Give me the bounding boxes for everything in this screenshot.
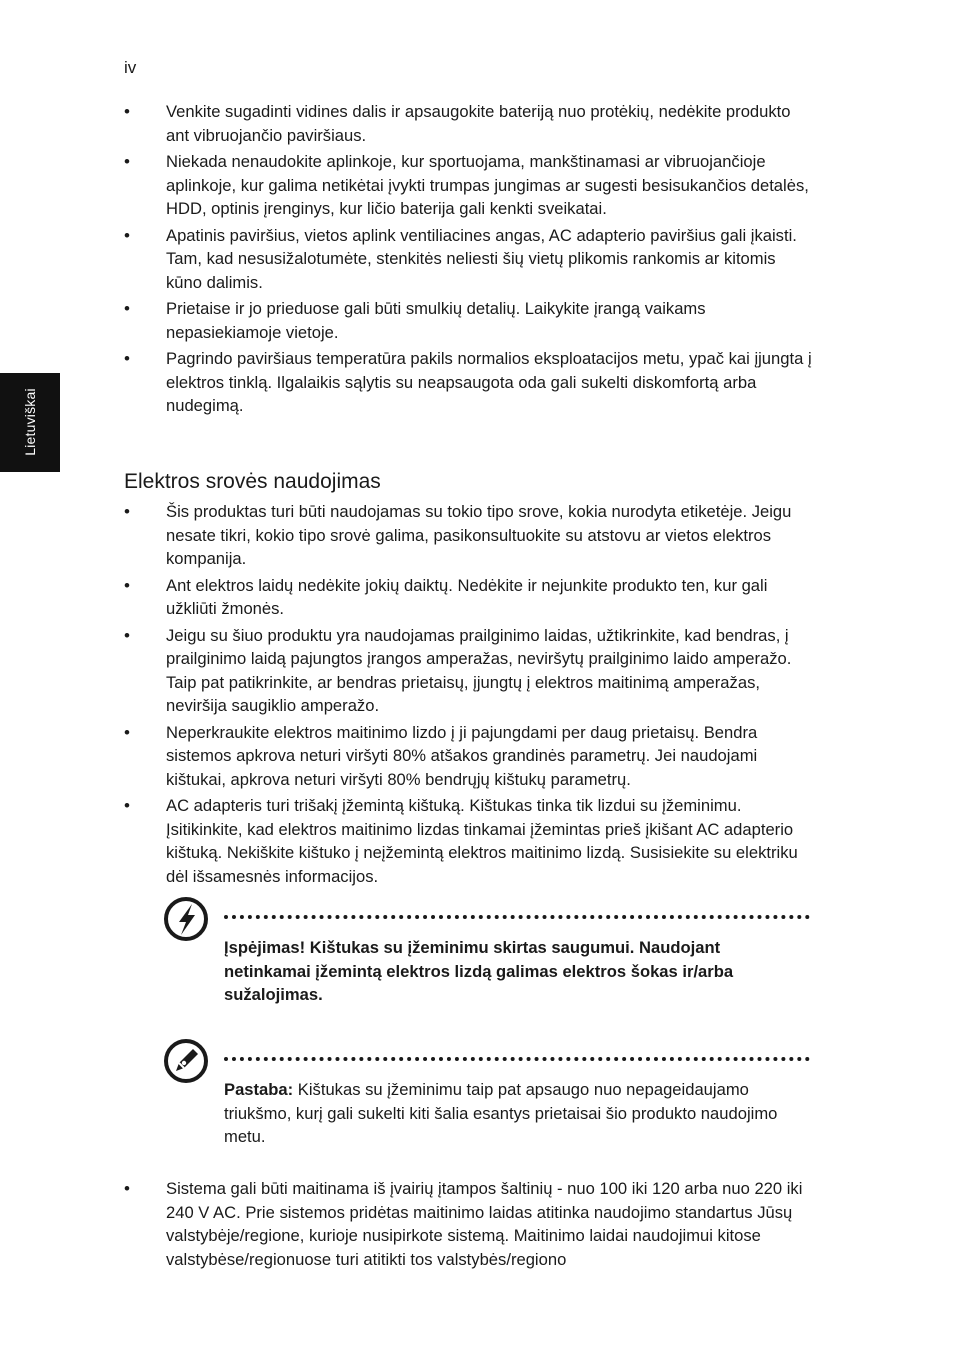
- bullet-icon: •: [124, 349, 130, 368]
- list-item-text: Sistema gali būti maitinama iš įvairių įtampos šaltinių - nuo 100 iki 120 arba nuo 220 iki 240 V AC. Prie sistemos pridėtas maitinimo laidas atitinka naudojimo standartus Jūsų valstybėje/regione, kurioje nusipirkote sistemą. Maitinimo laidai naudojimui kitose valstybėse/regionuose turi atitikti tos valstybės/regiono: [166, 1179, 803, 1269]
- lightning-warning-icon: [162, 895, 210, 943]
- bullet-icon: •: [124, 225, 130, 245]
- list-item-text: Apatinis paviršius, vietos aplink ventiliacines angas, AC adapterio paviršius gali įkaisti. Tam, kad nesusižalotumėte, stenkitės neliesti šių vietų plikomis rankomis ar kitomis kūno dalimis.: [166, 225, 797, 292]
- list-item: [124, 1177, 814, 1271]
- bullet-icon: •: [124, 625, 130, 645]
- note-body: Kištukas su įžeminimu taip pat apsaugo nuo nepageidaujamo triukšmo, kurį gali sukelti kiti šalia esantys prietaisai šio produkto naudojimo metu.: [224, 1080, 778, 1146]
- list-item: [124, 721, 814, 792]
- safety-bullet-list: [124, 100, 814, 421]
- list-item: [124, 100, 814, 147]
- page-number: iv: [124, 58, 137, 77]
- list-item: [124, 347, 814, 418]
- list-item: [124, 794, 814, 888]
- list-item-text: Jeigu su šiuo produktu yra naudojamas prailginimo laidas, užtikrinkite, kad bendras, į prailginimo laidą pajungtos įrangos amperažas, neviršytų prailginimo laido amperažo. Taip pat patikrinkite, ar bendras prietaisų, įjungtų į elektros maitinimą amperažas, neviršija saugiklio amperažo.: [166, 625, 792, 715]
- dotted-divider: [224, 1057, 810, 1061]
- list-item: [124, 574, 814, 621]
- note-pen-icon: [162, 1037, 210, 1085]
- bullet-icon: •: [124, 722, 130, 742]
- bullet-icon: •: [124, 502, 130, 521]
- list-item-text: Prietaise ir jo prieduose gali būti smulkių detalių. Laikykite įrangą vaikams nepasiekiamoje vietoje.: [166, 299, 706, 342]
- warning-notice: [162, 895, 812, 1015]
- language-side-tab-label: Lietuviškai: [22, 388, 38, 456]
- section-heading: Elektros srovės naudojimas: [124, 470, 381, 493]
- list-item-text: Pagrindo paviršiaus temperatūra pakils normalios eksploatacijos metu, ypač kai įjungta į elektros tinklą. Ilgalaikis sąlytis su neapsaugota oda gali sukelti diskomfortą arba nudegimą.: [166, 349, 812, 415]
- dotted-divider: [224, 915, 810, 919]
- list-item: [124, 297, 814, 344]
- list-item-text: Neperkraukite elektros maitinimo lizdo į ji pajungdami per daug prietaisų. Bendra sistemos apkrova neturi viršyti 80% atšakos grandinės parametrų. Jei naudojami kištukai, apkrova neturi viršyti 80% bendrųjų kištukų parametrų.: [166, 722, 758, 789]
- list-item-text: Ant elektros laidų nedėkite jokių daiktų. Nedėkite ir nejunkite produkto ten, kur gali užkliūti žmonės.: [166, 575, 768, 618]
- list-item-text: Niekada nenaudokite aplinkoje, kur sportuojama, mankštinamasi ar vibruojančioje aplinkoje, kur galima netikėtai įvykti trumpas jungimas ar sugesti besisukančios detalės, HDD, optinis įrenginys, kur ličio baterija gali kenkti sveikatai.: [166, 152, 809, 218]
- note-label: Pastaba:: [224, 1080, 294, 1099]
- list-item: [124, 624, 814, 718]
- warning-text: Įspėjimas! Kištukas su įžeminimu skirtas saugumui. Naudojant netinkamai įžemintą elektros lizdą galimas elektros šokas ir/arba sužalojimas.: [224, 938, 734, 1004]
- list-item-text: Šis produktas turi būti naudojamas su tokio tipo srove, kokia nurodyta etiketėje. Jeigu nesate tikri, kokio tipo srovė galima, pasikonsultuokite su atstovu ar vietos elektros kompanija.: [166, 502, 792, 568]
- voltage-bullet-list: [124, 1177, 814, 1274]
- bullet-icon: •: [124, 102, 130, 121]
- bullet-icon: •: [124, 575, 130, 595]
- list-item-text: AC adapteris turi trišakį įžemintą kištuką. Kištukas tinka tik lizdui su įžeminimu. Įsitikinkite, kad elektros maitinimo lizdas tinkamai įžemintas prieš įkišant AC adapterio kištuką. Nekiškite kištuko į neįžemintą elektros maitinimo lizdą. Susisiekite su elektriku dėl išsamesnės informacijos.: [166, 796, 798, 886]
- list-item: [124, 500, 814, 571]
- language-side-tab: [0, 373, 60, 472]
- list-item: [124, 224, 814, 295]
- power-usage-bullet-list: [124, 500, 814, 891]
- list-item: [124, 150, 814, 221]
- bullet-icon: •: [124, 299, 130, 318]
- bullet-icon: •: [124, 1179, 130, 1198]
- list-item-text: Venkite sugadinti vidines dalis ir apsaugokite bateriją nuo protėkių, nedėkite produkto ant vibruojančio paviršiaus.: [166, 102, 791, 145]
- note-text: [224, 1078, 810, 1149]
- note-notice: [162, 1037, 812, 1157]
- bullet-icon: •: [124, 152, 130, 171]
- bullet-icon: •: [124, 796, 130, 815]
